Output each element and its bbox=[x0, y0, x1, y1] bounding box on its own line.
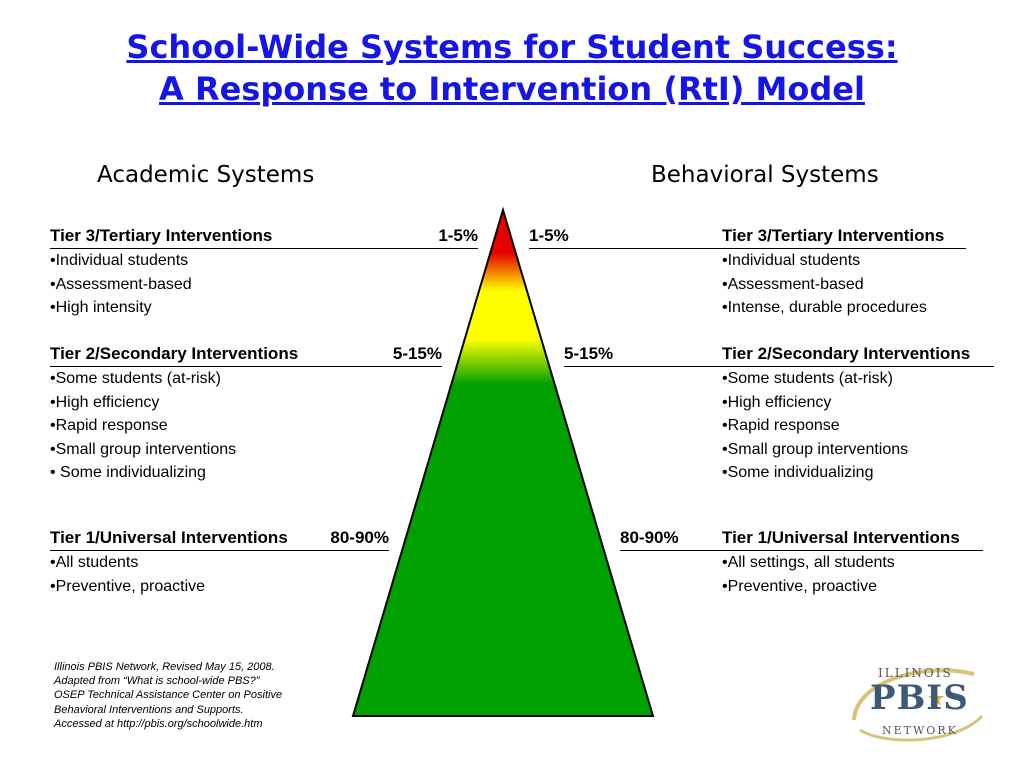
logo-top-text: ILLINOIS bbox=[878, 666, 953, 680]
behavioral-tier-3 bbox=[529, 224, 966, 320]
behavioral-tier-2-header bbox=[564, 342, 994, 367]
behavioral-tier-1 bbox=[620, 526, 983, 598]
behavioral-tier-2 bbox=[564, 342, 994, 485]
list-item: • Rapid response bbox=[50, 414, 442, 438]
list-item: • Some individualizing bbox=[722, 461, 994, 485]
academic-tier-3-header bbox=[50, 224, 478, 249]
academic-tier-1-header bbox=[50, 526, 389, 551]
academic-tier-3-title: Tier 3/Tertiary Interventions bbox=[50, 226, 273, 245]
academic-tier-2 bbox=[50, 342, 442, 485]
list-item: • Individual students bbox=[50, 249, 478, 273]
behavioral-tier-2-percent: 5-15% bbox=[564, 344, 614, 363]
behavioral-tier-1-percent: 80-90% bbox=[620, 528, 679, 547]
list-item: • High efficiency bbox=[50, 391, 442, 415]
logo-main-text: PBIS bbox=[870, 678, 969, 718]
title-line-2: A Response to Intervention (RtI) Model bbox=[159, 70, 865, 108]
credit-line: Adapted from “What is school-wide PBS?” bbox=[54, 675, 260, 688]
list-item: • Small group interventions bbox=[50, 438, 442, 462]
academic-tier-3 bbox=[50, 224, 478, 320]
credit-line: Illinois PBIS Network, Revised May 15, 2008. bbox=[54, 661, 275, 673]
academic-tier-3-percent: 1-5% bbox=[438, 226, 478, 245]
behavioral-tier-1-header bbox=[620, 526, 983, 551]
academic-tier-2-percent: 5-15% bbox=[392, 344, 442, 363]
list-item: • All settings, all students bbox=[722, 551, 983, 575]
illinois-pbis-network-logo bbox=[846, 660, 988, 744]
behavioral-tier-3-header bbox=[529, 224, 966, 249]
list-item: • Assessment-based bbox=[722, 273, 966, 297]
list-item: • High intensity bbox=[50, 296, 478, 320]
list-item: • High efficiency bbox=[722, 391, 994, 415]
academic-tier-1-percent: 80-90% bbox=[330, 528, 389, 547]
list-item: • Rapid response bbox=[722, 414, 994, 438]
academic-tier-1-title: Tier 1/Universal Interventions bbox=[50, 528, 288, 547]
behavioral-tier-3-percent: 1-5% bbox=[529, 226, 569, 245]
list-item: • Preventive, proactive bbox=[722, 575, 983, 599]
list-item: • Some students (at-risk) bbox=[722, 367, 994, 391]
list-item: • Some students (at-risk) bbox=[50, 367, 442, 391]
academic-tier-2-header bbox=[50, 342, 442, 367]
credit-line: Behavioral Interventions and Supports. bbox=[54, 703, 244, 716]
logo-bottom-text: NETWORK bbox=[882, 724, 958, 737]
credit-line: OSEP Technical Assistance Center on Positive bbox=[54, 689, 283, 702]
behavioral-systems-heading: Behavioral Systems bbox=[651, 162, 879, 188]
list-item: • Some individualizing bbox=[50, 461, 442, 485]
title-line-1: School-Wide Systems for Student Success: bbox=[126, 28, 898, 66]
behavioral-tier-1-title: Tier 1/Universal Interventions bbox=[722, 528, 960, 547]
list-item: • Small group interventions bbox=[722, 438, 994, 462]
behavioral-tier-2-title: Tier 2/Secondary Interventions bbox=[722, 344, 971, 363]
list-item: • Intense, durable procedures bbox=[722, 296, 966, 320]
source-credits bbox=[54, 660, 344, 731]
list-item: • Preventive, proactive bbox=[50, 575, 389, 599]
list-item: • All students bbox=[50, 551, 389, 575]
academic-tier-2-title: Tier 2/Secondary Interventions bbox=[50, 344, 299, 363]
list-item: • Assessment-based bbox=[50, 273, 478, 297]
academic-systems-heading: Academic Systems bbox=[97, 162, 315, 188]
credit-line: Accessed at http://pbis.org/schoolwide.htm bbox=[54, 717, 263, 730]
list-item: • Individual students bbox=[722, 249, 966, 273]
academic-tier-1 bbox=[50, 526, 389, 598]
slide-title bbox=[0, 26, 1024, 110]
behavioral-tier-3-title: Tier 3/Tertiary Interventions bbox=[722, 226, 945, 245]
